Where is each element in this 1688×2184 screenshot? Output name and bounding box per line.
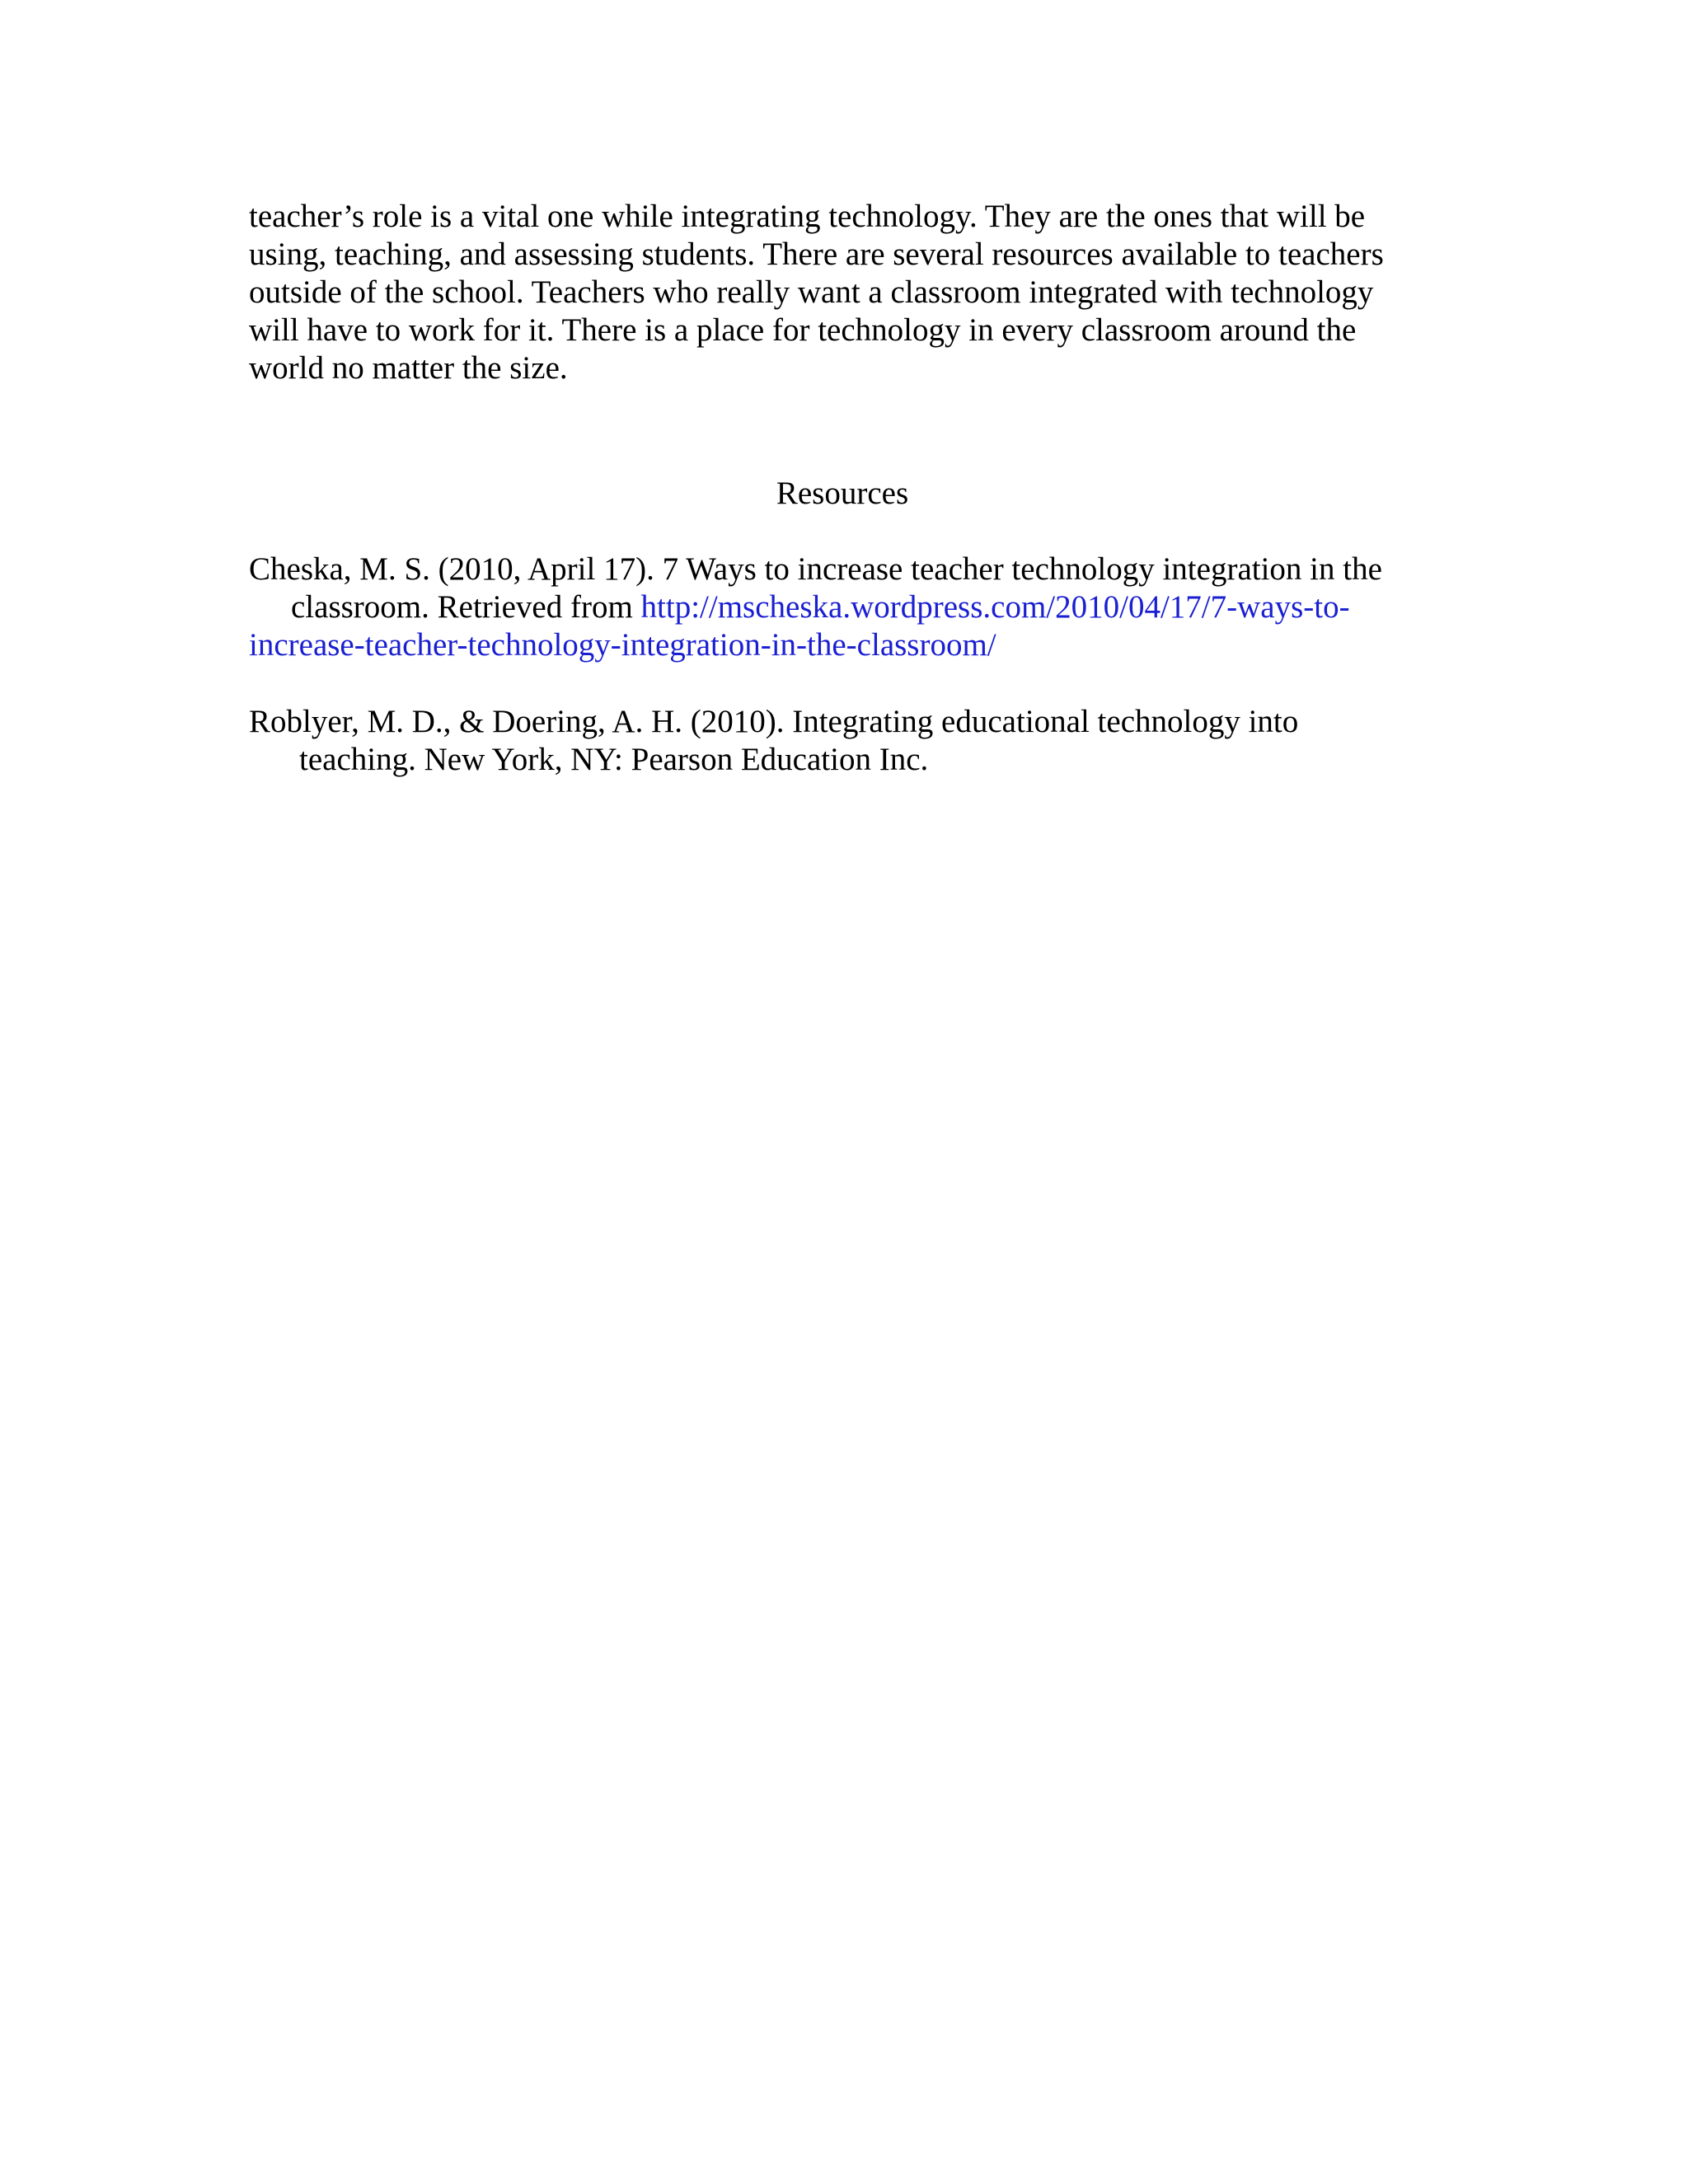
reference-link-continued[interactable]: increase-teacher-technology-integration-in-the-classroom/: [249, 627, 996, 663]
reference-line: [249, 588, 1469, 626]
body-line: world no matter the size.: [249, 350, 568, 386]
reference-entry-roblyer: [249, 703, 1469, 779]
reference-line: [249, 626, 1469, 664]
reference-entry-cheska: [249, 551, 1469, 664]
body-paragraph: [249, 198, 1436, 387]
reference-line: Roblyer, M. D., & Doering, A. H. (2010). Integrating educational technology into: [249, 704, 1299, 739]
reference-text: classroom. Retrieved from: [291, 589, 641, 625]
body-line: will have to work for it. There is a place for technology in every classroom around the: [249, 312, 1357, 348]
reference-line: teaching. New York, NY: Pearson Education Inc.: [299, 742, 929, 777]
reference-link[interactable]: http://mscheska.wordpress.com/2010/04/17/7-ways-to-: [640, 589, 1350, 625]
body-line: teacher’s role is a vital one while integrating technology. They are the ones that will be: [249, 199, 1366, 234]
body-line: outside of the school. Teachers who really want a classroom integrated with technology: [249, 274, 1374, 310]
reference-line: Cheska, M. S. (2010, April 17). 7 Ways to increase teacher technology integration in the: [249, 551, 1382, 587]
body-line: using, teaching, and assessing students. There are several resources available to teachers: [249, 237, 1384, 272]
resources-heading: Resources: [776, 476, 909, 511]
